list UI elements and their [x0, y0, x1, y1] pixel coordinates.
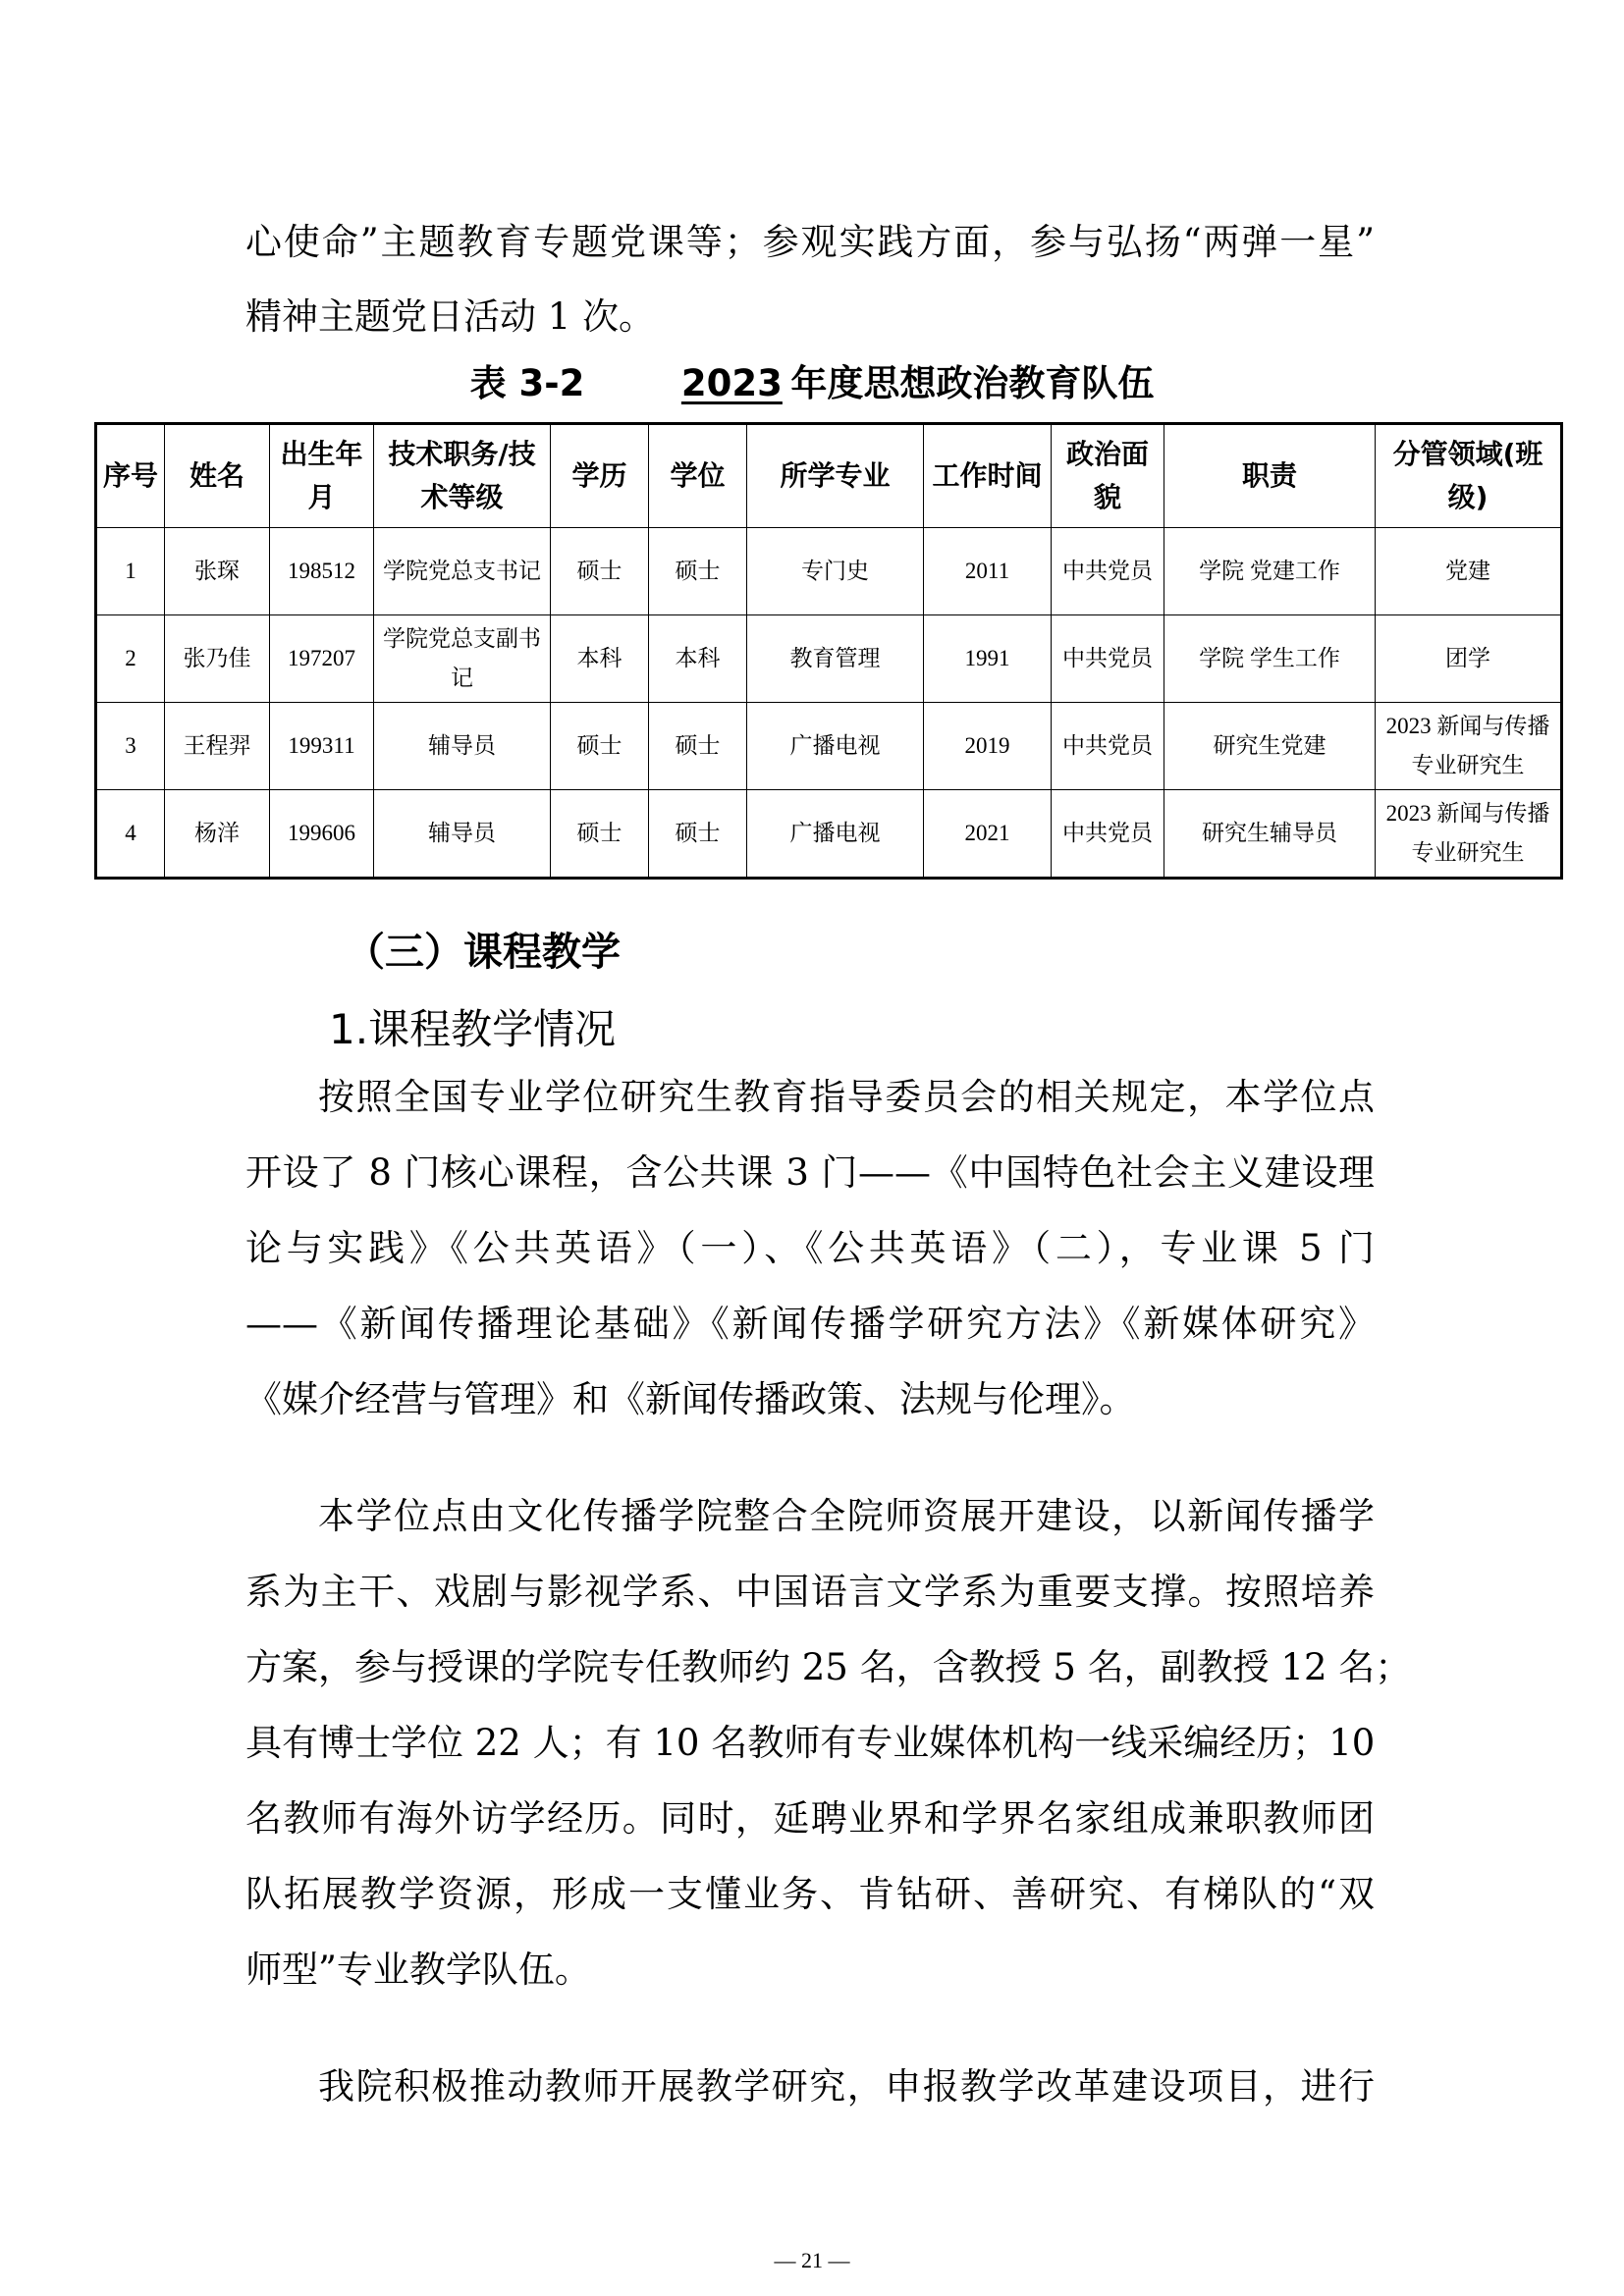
table-cell: 1: [96, 528, 165, 615]
table-cell: 中共党员: [1052, 528, 1164, 615]
table-cell: 198512: [270, 528, 374, 615]
paragraph1-line-2: 开设了 8 门核心课程，含公共课 3 门——《中国特色社会主义建设理: [245, 1151, 1375, 1194]
table-caption-prefix: 表 3-2: [469, 362, 585, 404]
header-work-year: 工作时间: [924, 424, 1052, 528]
header-education: 学历: [551, 424, 649, 528]
table-cell: 3: [96, 703, 165, 790]
paragraph2-line-2: 系为主干、戏剧与影视学系、中国语言文学系为重要支撑。按照培养: [245, 1571, 1375, 1613]
table-cell: 广播电视: [747, 703, 924, 790]
intro-line-1: 心使命”主题教育专题党课等；参观实践方面，参与弘扬“两弹一星”: [245, 221, 1375, 263]
table-cell: 杨洋: [165, 790, 270, 879]
intro-line-2: 精神主题党日活动 1 次。: [245, 295, 656, 338]
paragraph2-line-1: 本学位点由文化传播学院整合全院师资展开建设，以新闻传播学: [318, 1495, 1375, 1537]
table-cell: 硕士: [649, 528, 747, 615]
table-caption-year: 2023: [680, 362, 783, 404]
header-title: 技术职务/技术等级: [374, 424, 551, 528]
table-cell: 广播电视: [747, 790, 924, 879]
table-cell: 中共党员: [1052, 790, 1164, 879]
header-degree: 学位: [649, 424, 747, 528]
table-cell: 197207: [270, 615, 374, 703]
header-area: 分管领域(班级): [1376, 424, 1562, 528]
table-cell: 张乃佳: [165, 615, 270, 703]
table-cell: 王程羿: [165, 703, 270, 790]
table-cell: 学院党总支书记: [374, 528, 551, 615]
header-index: 序号: [96, 424, 165, 528]
table-row: [96, 790, 1562, 879]
table-cell: 硕士: [551, 528, 649, 615]
table-cell: 研究生党建: [1164, 703, 1376, 790]
paragraph2-line-7: 师型”专业教学队伍。: [245, 1949, 591, 1991]
table-header-row: [96, 424, 1562, 528]
table-cell: 本科: [551, 615, 649, 703]
table-cell: 2019: [924, 703, 1052, 790]
paragraph2-line-6: 队拓展教学资源，形成一支懂业务、肯钻研、善研究、有梯队的“双: [245, 1873, 1375, 1915]
table-cell: 199606: [270, 790, 374, 879]
table-cell: 硕士: [551, 703, 649, 790]
paragraph1-line-1: 按照全国专业学位研究生教育指导委员会的相关规定，本学位点: [318, 1076, 1375, 1118]
paragraph1-line-5: 《媒介经营与管理》和《新闻传播政策、法规与伦理》。: [245, 1378, 1136, 1420]
section-subheading: 1.课程教学情况: [329, 1005, 617, 1053]
table-cell: 4: [96, 790, 165, 879]
political-education-team-table: [94, 422, 1563, 880]
table-cell: 中共党员: [1052, 703, 1164, 790]
table-cell: 教育管理: [747, 615, 924, 703]
header-name: 姓名: [165, 424, 270, 528]
table-cell: 2023 新闻与传播专业研究生: [1376, 790, 1562, 879]
table-cell: 1991: [924, 615, 1052, 703]
header-duty: 职责: [1164, 424, 1376, 528]
table-caption-suffix: 年度思想政治教育队伍: [790, 362, 1155, 404]
table-cell: 2: [96, 615, 165, 703]
table-cell: 中共党员: [1052, 615, 1164, 703]
table-cell: 2011: [924, 528, 1052, 615]
table-cell: 硕士: [551, 790, 649, 879]
table-cell: 专门史: [747, 528, 924, 615]
paragraph2-line-4: 具有博士学位 22 人；有 10 名教师有专业媒体机构一线采编经历；10: [245, 1722, 1376, 1764]
header-major: 所学专业: [747, 424, 924, 528]
table-cell: 党建: [1376, 528, 1562, 615]
table-cell: 2021: [924, 790, 1052, 879]
table-cell: 辅导员: [374, 790, 551, 879]
paragraph1-line-3: 论与实践》《公共英语》（一）、《公共英语》（二），专业课 5 门: [245, 1227, 1375, 1269]
paragraph3-line-1: 我院积极推动教师开展教学研究，申报教学改革建设项目，进行: [318, 2065, 1375, 2108]
header-birth: 出生年月: [270, 424, 374, 528]
paragraph1-line-4: ——《新闻传播理论基础》《新闻传播学研究方法》《新媒体研究》: [245, 1303, 1375, 1345]
table-cell: 张琛: [165, 528, 270, 615]
header-political-status: 政治面貌: [1052, 424, 1164, 528]
table-row: [96, 528, 1562, 615]
table-row: [96, 615, 1562, 703]
table-cell: 硕士: [649, 703, 747, 790]
paragraph2-line-3: 方案，参与授课的学院专任教师约 25 名，含教授 5 名，副教授 12 名；: [245, 1646, 1412, 1688]
table-caption: [0, 353, 1624, 406]
table-cell: 199311: [270, 703, 374, 790]
table-cell: 2023 新闻与传播专业研究生: [1376, 703, 1562, 790]
table-cell: 学院党总支副书记: [374, 615, 551, 703]
table-cell: 团学: [1376, 615, 1562, 703]
table-cell: 辅导员: [374, 703, 551, 790]
table-cell: 学院 党建工作: [1164, 528, 1376, 615]
table-cell: 研究生辅导员: [1164, 790, 1376, 879]
paragraph2-line-5: 名教师有海外访学经历。同时，延聘业界和学界名家组成兼职教师团: [245, 1797, 1375, 1840]
table-cell: 硕士: [649, 790, 747, 879]
table-cell: 学院 学生工作: [1164, 615, 1376, 703]
table-row: [96, 703, 1562, 790]
page-number: — 21 —: [774, 2248, 850, 2272]
section-heading: （三）课程教学: [346, 930, 621, 975]
table-cell: 本科: [649, 615, 747, 703]
